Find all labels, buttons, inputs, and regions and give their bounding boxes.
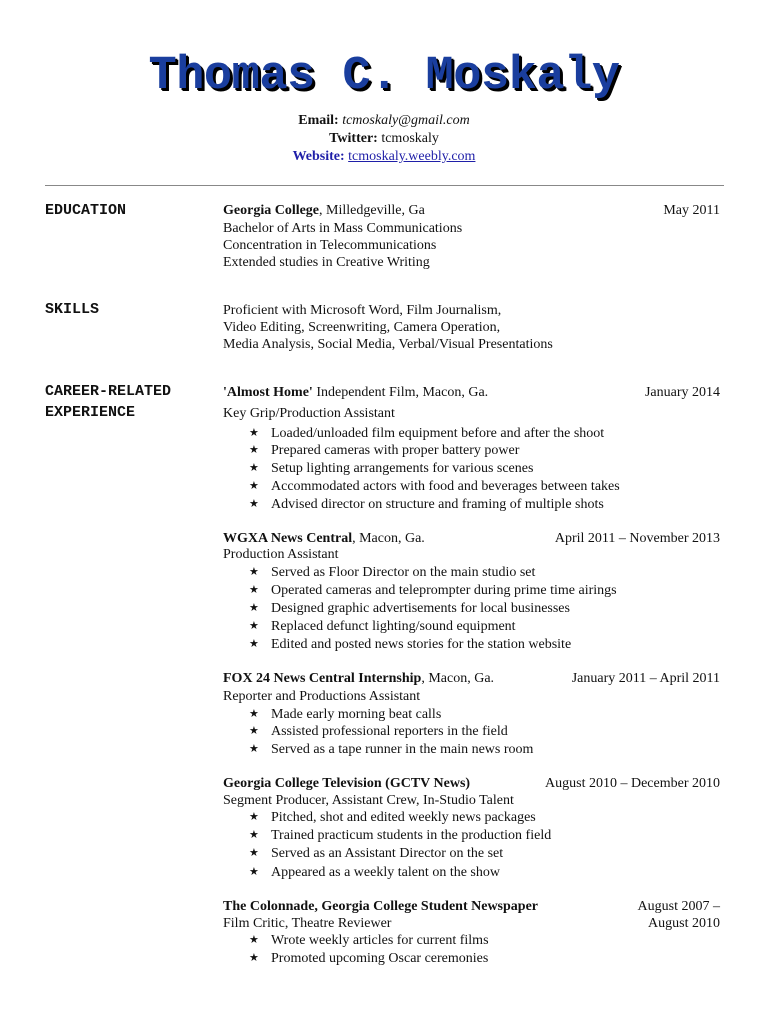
job-bullet: ★ Accommodated actors with food and beverages between takes: [249, 479, 620, 494]
job-bullet: ★ Served as Floor Director on the main studio set: [249, 565, 536, 580]
website-label: Website:: [292, 149, 345, 164]
education-heading: EDUCATION: [45, 202, 127, 219]
job-role: Production Assistant: [223, 547, 339, 562]
website-line: [0, 148, 768, 166]
education-line: Concentration in Telecommunications: [223, 238, 437, 253]
job-bullet: ★ Assisted professional reporters in the field: [249, 724, 508, 739]
education-school-line: [223, 202, 425, 219]
job-bullet: ★ Edited and posted news stories for the station website: [249, 637, 572, 652]
email-label: Email:: [298, 113, 339, 128]
job-org: The Colonnade, Georgia College Student Newspaper: [223, 899, 538, 914]
star-bullet-icon: ★: [249, 602, 259, 614]
star-bullet-icon: ★: [249, 462, 259, 474]
job-title-line: [223, 898, 538, 915]
job-bullet: ★ Loaded/unloaded film equipment before and after the shoot: [249, 426, 605, 441]
education-line: Extended studies in Creative Writing: [223, 255, 430, 270]
star-bullet-icon: ★: [249, 444, 259, 456]
skills-line: Video Editing, Screenwriting, Camera Operation,: [223, 320, 501, 335]
job-role: Reporter and Productions Assistant: [223, 689, 421, 704]
star-bullet-icon: ★: [249, 620, 259, 632]
star-bullet-icon: ★: [249, 743, 259, 755]
job-role: Film Critic, Theatre Reviewer: [223, 916, 392, 931]
school-name: Georgia College: [223, 203, 320, 218]
job-bullet: ★ Advised director on structure and framing of multiple shots: [249, 497, 604, 512]
education-date: May 2011: [663, 203, 720, 218]
email-line: [0, 112, 768, 130]
star-bullet-icon: ★: [249, 498, 259, 510]
skills-heading: SKILLS: [45, 301, 100, 318]
email-value[interactable]: tcmoskaly@gmail.com: [342, 113, 470, 128]
job-bullet: ★ Pitched, shot and edited weekly news packages: [249, 810, 536, 825]
experience-heading-line-2: EXPERIENCE: [45, 404, 136, 421]
experience-heading-line-1: CAREER-RELATED: [45, 383, 172, 400]
twitter-line: [0, 130, 768, 148]
star-bullet-icon: ★: [249, 638, 259, 650]
job-bullet: ★ Served as an Assistant Director on the set: [249, 846, 504, 861]
job-role: Segment Producer, Assistant Crew, In-Studio Talent: [223, 793, 514, 808]
skills-line: Proficient with Microsoft Word, Film Journalism,: [223, 303, 502, 318]
job-bullet: ★ Wrote weekly articles for current films: [249, 933, 489, 948]
job-date: January 2014: [644, 385, 720, 400]
skills-line: Media Analysis, Social Media, Verbal/Visual Presentations: [223, 337, 553, 352]
job-date: January 2011 – April 2011: [571, 671, 720, 686]
twitter-value: tcmoskaly: [381, 131, 439, 146]
job-bullet: ★ Promoted upcoming Oscar ceremonies: [249, 951, 489, 966]
website-link[interactable]: tcmoskaly.weebly.com: [348, 149, 476, 164]
star-bullet-icon: ★: [249, 866, 259, 878]
school-location: , Milledgeville, Ga: [319, 203, 425, 218]
star-bullet-icon: ★: [249, 566, 259, 578]
job-title-line: [223, 530, 425, 547]
job-date-continued: August 2010: [648, 916, 720, 931]
job-title-line: [223, 775, 470, 792]
star-bullet-icon: ★: [249, 829, 259, 841]
candidate-name: Thomas C. Moskaly: [148, 50, 620, 103]
job-location: , Macon, Ga.: [352, 531, 425, 546]
job-bullet: ★ Setup lighting arrangements for various scenes: [249, 461, 534, 476]
job-location: Independent Film, Macon, Ga.: [312, 385, 489, 400]
star-bullet-icon: ★: [249, 584, 259, 596]
job-title-line: [223, 384, 488, 401]
job-date: August 2010 – December 2010: [545, 776, 720, 791]
job-org: 'Almost Home': [223, 385, 313, 400]
job-org: FOX 24 News Central Internship: [223, 671, 422, 686]
job-role: Key Grip/Production Assistant: [223, 406, 395, 421]
star-bullet-icon: ★: [249, 480, 259, 492]
job-bullet: ★ Served as a tape runner in the main news room: [249, 742, 534, 757]
star-bullet-icon: ★: [249, 427, 259, 439]
job-org: Georgia College Television (GCTV News): [223, 776, 471, 791]
job-bullet: ★ Trained practicum students in the production field: [249, 828, 552, 843]
job-bullet: ★ Appeared as a weekly talent on the show: [249, 865, 500, 880]
job-title-line: [223, 670, 494, 687]
header-divider: [45, 185, 724, 186]
job-bullet: ★ Operated cameras and teleprompter during prime time airings: [249, 583, 617, 598]
job-date: August 2007 –: [637, 899, 720, 914]
star-bullet-icon: ★: [249, 811, 259, 823]
job-date: April 2011 – November 2013: [554, 531, 720, 546]
job-bullet: ★ Prepared cameras with proper battery power: [249, 443, 520, 458]
job-bullet: ★ Designed graphic advertisements for local businesses: [249, 601, 570, 616]
star-bullet-icon: ★: [249, 725, 259, 737]
star-bullet-icon: ★: [249, 952, 259, 964]
star-bullet-icon: ★: [249, 934, 259, 946]
job-bullet: ★ Replaced defunct lighting/sound equipment: [249, 619, 516, 634]
star-bullet-icon: ★: [249, 708, 259, 720]
education-line: Bachelor of Arts in Mass Communications: [223, 221, 463, 236]
twitter-label: Twitter:: [329, 131, 378, 146]
job-org: WGXA News Central: [223, 531, 353, 546]
job-location: , Macon, Ga.: [421, 671, 495, 686]
job-bullet: ★ Made early morning beat calls: [249, 707, 442, 722]
star-bullet-icon: ★: [249, 847, 259, 859]
